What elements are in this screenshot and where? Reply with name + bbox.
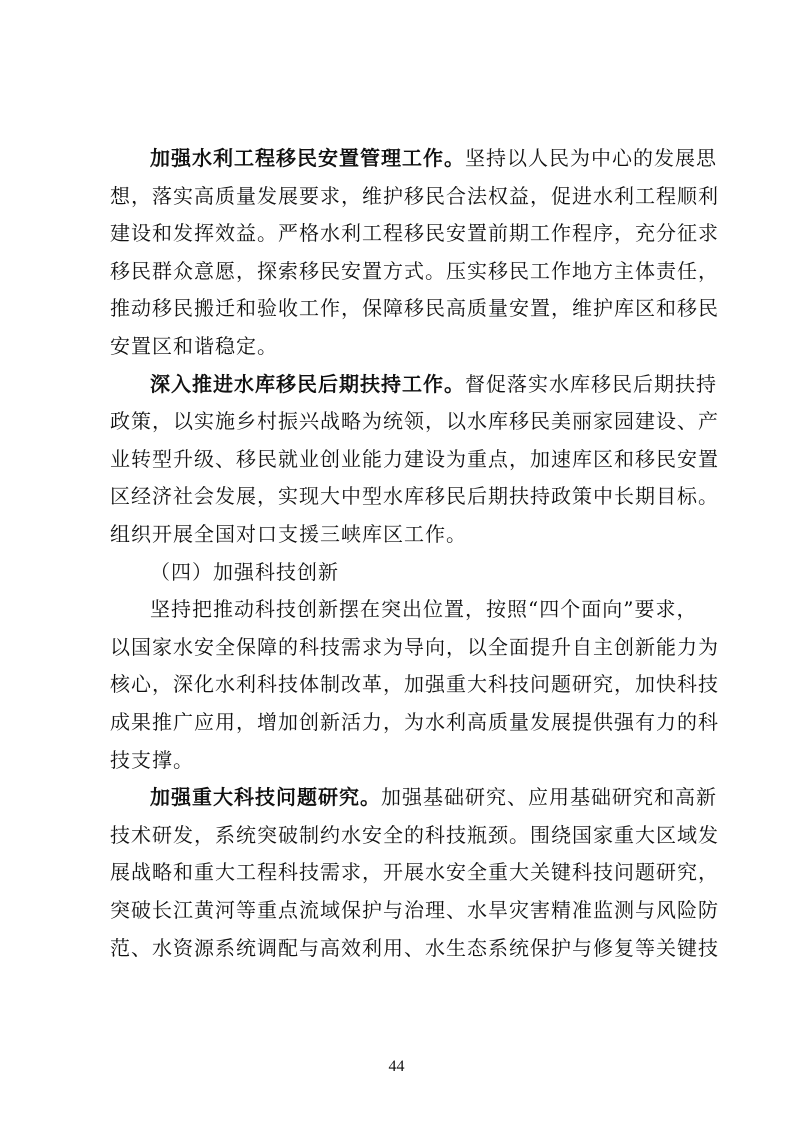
paragraph-line: 推动移民搬迁和验收工作，保障移民高质量安置，维护库区和移民	[110, 296, 719, 321]
paragraph-line: 展战略和重大工程科技需求，开展水安全重大关键科技问题研究，	[110, 860, 719, 885]
paragraph-line: 想，落实高质量发展要求，维护移民合法权益，促进水利工程顺利	[110, 183, 719, 208]
paragraph-lead-heading: 深入推进水库移民后期扶持工作。	[150, 371, 465, 396]
paragraph-text: 加强基础研究、应用基础研究和高新	[381, 785, 717, 810]
section-heading: （四）加强科技创新	[150, 559, 339, 584]
paragraph-line: 坚持把推动科技创新摆在突出位置，按照“四个面向”要求，	[150, 597, 698, 622]
paragraph-line: 以国家水安全保障的科技需求为导向，以全面提升自主创新能力为	[110, 634, 719, 659]
paragraph-line: 安置区和谐稳定。	[110, 334, 278, 358]
paragraph-line: 建设和发挥效益。严格水利工程移民安置前期工作程序，充分征求	[110, 221, 719, 246]
paragraph-line: 成果推广应用，增加创新活力，为水利高质量发展提供强有力的科	[110, 710, 719, 734]
paragraph-line: 核心，深化水利科技体制改革，加强重大科技问题研究，加快科技	[110, 672, 719, 697]
paragraph-line: 突破长江黄河等重点流域保护与治理、水旱灾害精准监测与风险防	[110, 898, 719, 922]
paragraph-line	[110, 143, 717, 173]
paragraph-line: 范、水资源系统调配与高效利用、水生态系统保护与修复等关键技	[110, 935, 719, 960]
paragraph-lead-heading: 加强水利工程移民安置管理工作。	[150, 146, 465, 170]
paragraph-line: 技支撑。	[110, 747, 194, 772]
paragraph-line: 业转型升级、移民就业创业能力建设为重点，加速库区和移民安置	[110, 446, 719, 471]
paragraph-line: 区经济社会发展，实现大中型水库移民后期扶持政策中长期目标。	[110, 484, 719, 509]
paragraph-line: 移民群众意愿，探索移民安置方式。压实移民工作地方主体责任，	[110, 258, 719, 283]
paragraph-line	[110, 782, 717, 812]
paragraph-lead-heading: 加强重大科技问题研究。	[150, 785, 381, 810]
paragraph-line	[110, 369, 717, 399]
paragraph-line: 组织开展全国对口支援三峡库区工作。	[110, 522, 467, 546]
page-number: 44	[388, 1058, 405, 1075]
paragraph-line: 技术研发，系统突破制约水安全的科技瓶颈。围绕国家重大区域发	[110, 822, 719, 847]
paragraph-text: 督促落实水库移民后期扶持	[465, 371, 717, 396]
paragraph-line: 政策，以实施乡村振兴战略为统领，以水库移民美丽家园建设、产	[110, 409, 719, 434]
paragraph-text: 坚持以人民为中心的发展思	[465, 146, 717, 170]
